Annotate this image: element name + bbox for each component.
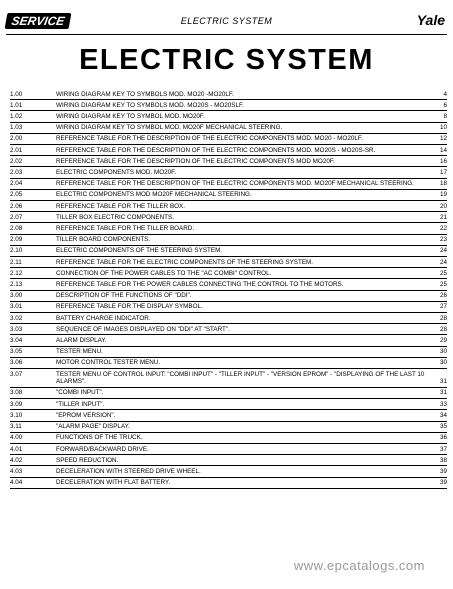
toc-entry-title: WIRING DIAGRAM KEY TO SYMBOLS MOD. MO20S - MO20SLF.: [56, 101, 244, 109]
toc-entry[interactable]: [10, 369, 447, 388]
toc-entry[interactable]: [10, 279, 447, 290]
toc-entry[interactable]: [10, 145, 447, 156]
toc-entry-number: 4.04: [10, 479, 23, 487]
toc-entry-number: 2.04: [10, 180, 23, 188]
toc-entry-page: 24: [439, 258, 447, 266]
service-badge: SERVICE: [5, 13, 72, 29]
toc-entry-page: 22: [439, 224, 447, 232]
toc-entry-number: 2.08: [10, 224, 23, 232]
toc-entry-number: 4.02: [10, 456, 23, 464]
toc-entry-title: REFERENCE TABLE FOR THE DESCRIPTION OF THE ELECTRIC COMPONENTS MOD MO20F.: [56, 157, 335, 165]
toc-entry-title: REFERENCE TABLE FOR THE DISPLAY SYMBOL.: [56, 303, 203, 311]
toc-entry[interactable]: [10, 179, 447, 190]
toc-entry-number: 1.00: [10, 90, 23, 98]
toc-entry-number: 3.03: [10, 325, 23, 333]
toc-entry-number: 2.10: [10, 247, 23, 255]
toc-entry[interactable]: [10, 399, 447, 410]
toc-entry[interactable]: [10, 100, 447, 111]
brand-logo: Yale: [416, 12, 445, 28]
toc-entry[interactable]: [10, 156, 447, 167]
toc-entry-number: 2.01: [10, 146, 23, 154]
toc-entry-title: DECELERATION WITH STEERED DRIVE WHEEL.: [56, 467, 201, 475]
toc-entry[interactable]: [10, 358, 447, 369]
toc-entry[interactable]: [10, 291, 447, 302]
toc-entry-page: 16: [439, 157, 447, 165]
toc-entry-number: 3.11: [10, 423, 22, 431]
toc-entry-number: 2.12: [10, 269, 23, 277]
toc-entry-title: TILLER BOARD COMPONENTS.: [56, 236, 151, 244]
toc-entry-page: 6: [443, 101, 447, 109]
toc-entry-page: 8: [443, 112, 447, 120]
toc-entry-page: 19: [439, 191, 447, 199]
toc-entry-page: 21: [439, 213, 447, 221]
toc-entry-title: "TILLER INPUT".: [56, 400, 105, 408]
toc-entry-title: FUNCTIONS OF THE TRUCK.: [56, 434, 143, 442]
toc-entry[interactable]: [10, 111, 447, 122]
header-divider: [6, 34, 447, 35]
toc-entry[interactable]: [10, 167, 447, 178]
toc-entry-title: TILLER BOX ELECTRIC COMPONENTS.: [56, 213, 174, 221]
toc-entry[interactable]: [10, 134, 447, 145]
toc-entry-number: 3.06: [10, 359, 23, 367]
table-of-contents: [10, 89, 447, 489]
toc-entry-page: 23: [439, 236, 447, 244]
toc-entry[interactable]: [10, 478, 447, 489]
toc-entry[interactable]: [10, 324, 447, 335]
toc-entry[interactable]: [10, 257, 447, 268]
toc-entry-title: ELECTRIC COMPONENTS MOD. MO20F.: [56, 168, 177, 176]
toc-entry-title: TESTER MENU OF CONTROL INPUT: "COMBI INPUT" - "TILLER INPUT" - "VERSION EPROM" - "DISPLAYING OF THE LAST 10 ALARMS".: [56, 370, 425, 386]
toc-entry[interactable]: [10, 410, 447, 421]
toc-entry-page: 18: [439, 180, 447, 188]
toc-entry-number: 2.07: [10, 213, 23, 221]
toc-entry-title: REFERENCE TABLE FOR THE DESCRIPTION OF THE ELECTRIC COMPONENTS MOD. MO20 - MO20LF.: [56, 135, 363, 143]
toc-entry[interactable]: [10, 190, 447, 201]
toc-entry[interactable]: [10, 335, 447, 346]
toc-entry-title: SEQUENCE OF IMAGES DISPLAYED ON "DDI" AT "START".: [56, 325, 230, 333]
toc-entry[interactable]: [10, 201, 447, 212]
toc-entry-page: 39: [439, 467, 447, 475]
toc-entry-number: 1.01: [10, 101, 23, 109]
toc-entry[interactable]: [10, 268, 447, 279]
toc-entry-number: 2.05: [10, 191, 23, 199]
toc-entry[interactable]: [10, 433, 447, 444]
toc-entry-number: 2.00: [10, 135, 23, 143]
toc-entry-page: 25: [439, 280, 447, 288]
toc-entry-title: REFERENCE TABLE FOR THE POWER CABLES CONNECTING THE CONTROL TO THE MOTORS.: [56, 280, 344, 288]
toc-entry-number: 4.03: [10, 467, 23, 475]
toc-entry-title: MOTOR CONTROL TESTER MENU.: [56, 359, 161, 367]
toc-entry-page: 20: [439, 202, 447, 210]
toc-entry-title: REFERENCE TABLE FOR THE DESCRIPTION OF THE ELECTRIC COMPONENTS MOD. MO20F MECHANICAL STEERING.: [56, 180, 414, 188]
toc-entry[interactable]: [10, 246, 447, 257]
toc-entry-number: 2.02: [10, 157, 23, 165]
toc-entry-number: 2.03: [10, 168, 23, 176]
toc-entry-page: 25: [439, 269, 447, 277]
toc-entry-number: 3.02: [10, 314, 23, 322]
toc-entry[interactable]: [10, 466, 447, 477]
toc-entry-number: 4.00: [10, 434, 23, 442]
toc-entry-title: ELECTRIC COMPONENTS MOD MO20F MECHANICAL STEERING.: [56, 191, 252, 199]
toc-entry-title: "ALARM PAGE" DISPLAY.: [56, 423, 130, 431]
toc-entry-title: DESCRIPTION OF THE FUNCTIONS OF "DDI".: [56, 292, 192, 300]
toc-entry-title: ALARM DISPLAY.: [56, 336, 107, 344]
toc-entry-page: 17: [439, 168, 447, 176]
toc-entry[interactable]: [10, 302, 447, 313]
toc-entry-page: 26: [439, 292, 447, 300]
toc-entry-title: "COMBI INPUT".: [56, 389, 104, 397]
toc-entry-page: 37: [439, 445, 447, 453]
toc-entry-page: 33: [439, 400, 447, 408]
toc-entry-page: 27: [439, 303, 447, 311]
toc-entry-number: 3.04: [10, 336, 23, 344]
toc-entry[interactable]: [10, 347, 447, 358]
page-header: [0, 0, 453, 40]
toc-entry-page: 28: [439, 325, 447, 333]
toc-entry-title: CONNECTION OF THE POWER CABLES TO THE "AC COMBI" CONTROL.: [56, 269, 272, 277]
toc-entry-page: 30: [439, 359, 447, 367]
toc-entry-number: 2.11: [10, 258, 22, 266]
toc-entry-title: "EPROM VERSION".: [56, 411, 116, 419]
toc-entry-title: ELECTRIC COMPONENTS OF THE STEERING SYSTEM.: [56, 247, 223, 255]
toc-entry[interactable]: [10, 223, 447, 234]
toc-entry-page: 24: [439, 247, 447, 255]
toc-entry[interactable]: [10, 422, 447, 433]
toc-entry-page: 12: [439, 135, 447, 143]
toc-entry-title: REFERENCE TABLE FOR THE DESCRIPTION OF THE ELECTRIC COMPONENTS MOD. MO20S - MO20S-SR.: [56, 146, 376, 154]
toc-entry[interactable]: [10, 235, 447, 246]
toc-entry-title: BATTERY CHARGE INDICATOR.: [56, 314, 151, 322]
toc-entry-page: 29: [439, 336, 447, 344]
toc-entry-page: 31: [439, 378, 447, 386]
toc-entry[interactable]: [10, 212, 447, 223]
toc-entry-number: 1.03: [10, 124, 23, 132]
toc-entry-number: 3.10: [10, 411, 23, 419]
toc-entry-title: FORWARD/BACKWARD DRIVE.: [56, 445, 149, 453]
toc-entry-number: 3.05: [10, 348, 23, 356]
toc-entry-page: 38: [439, 456, 447, 464]
header-title: ELECTRIC SYSTEM: [180, 16, 273, 26]
toc-entry-number: 3.00: [10, 292, 23, 300]
watermark: www.epcatalogs.com: [293, 558, 425, 573]
toc-entry-number: 3.09: [10, 400, 23, 408]
toc-entry[interactable]: [10, 313, 447, 324]
toc-entry-page: 34: [439, 411, 447, 419]
toc-entry-page: 14: [439, 146, 447, 154]
toc-entry-page: 4: [443, 90, 447, 98]
toc-entry-number: 3.08: [10, 389, 23, 397]
toc-entry-page: 10: [439, 124, 447, 132]
toc-entry-title: WIRING DIAGRAM KEY TO SYMBOL MOD. MO20F MECHANICAL STEERING.: [56, 124, 283, 132]
toc-entry[interactable]: [10, 123, 447, 134]
toc-entry-page: 35: [439, 423, 447, 431]
toc-entry[interactable]: [10, 388, 447, 399]
toc-entry-title: TESTER MENU.: [56, 348, 103, 356]
toc-entry-number: 2.13: [10, 280, 23, 288]
toc-entry-page: 31: [439, 389, 447, 397]
toc-entry-title: DECELERATION WITH FLAT BATTERY.: [56, 479, 171, 487]
toc-entry-title: WIRING DIAGRAM KEY TO SYMBOLS MOD. MO20 -MO20LF.: [56, 90, 234, 98]
toc-entry-title: SPEED REDUCTION.: [56, 456, 119, 464]
toc-entry-page: 28: [439, 314, 447, 322]
page-title: ELECTRIC SYSTEM: [79, 44, 374, 76]
toc-entry-number: 1.02: [10, 112, 23, 120]
toc-entry-number: 2.06: [10, 202, 23, 210]
toc-entry-page: 39: [439, 479, 447, 487]
toc-entry-title: REFERENCE TABLE FOR THE TILLER BOARD.: [56, 224, 195, 232]
toc-entry-page: 30: [439, 348, 447, 356]
toc-entry-number: 2.09: [10, 236, 23, 244]
toc-entry-title: REFERENCE TABLE FOR THE ELECTRIC COMPONENTS OF THE STEERING SYSTEM.: [56, 258, 314, 266]
toc-entry-page: 36: [439, 434, 447, 442]
toc-entry-title: WIRING DIAGRAM KEY TO SYMBOL MOD. MO20F.: [56, 112, 205, 120]
toc-entry[interactable]: [10, 444, 447, 455]
toc-entry[interactable]: [10, 89, 447, 100]
toc-entry-title: REFERENCE TABLE FOR THE TILLER BOX.: [56, 202, 186, 210]
toc-entry-number: 4.01: [10, 445, 23, 453]
toc-entry-number: 3.01: [10, 303, 23, 311]
toc-entry[interactable]: [10, 455, 447, 466]
toc-entry-number: 3.07: [10, 370, 23, 378]
